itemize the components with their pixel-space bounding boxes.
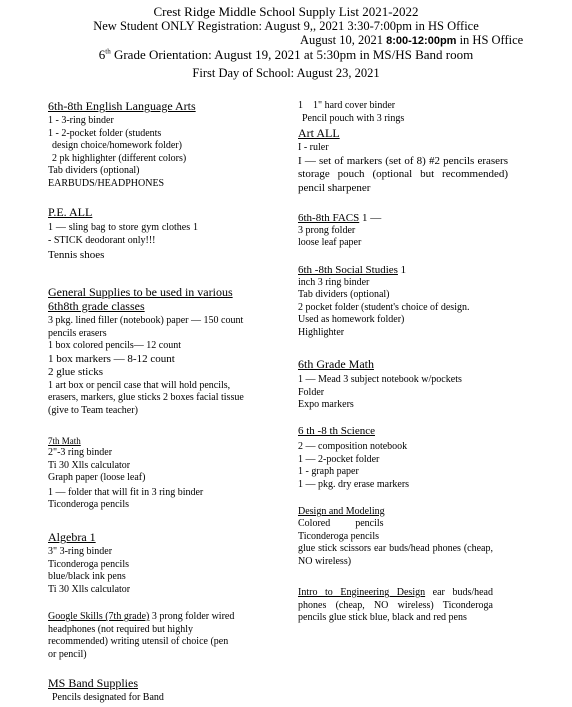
registration-time-2: 8:00-12:00pm [386, 35, 457, 47]
section-social [298, 264, 508, 339]
math6-item: 1 — Mead 3 subject notebook w/pockets [298, 374, 462, 385]
first-day-line: First Day of School: August 23, 2021 [192, 66, 380, 80]
section-google [48, 611, 238, 661]
ela-item: 1 - 2-pocket folder (students [48, 127, 162, 139]
algebra-heading: Algebra 1 [48, 530, 96, 544]
math7-item: Ticonderoga pencils [48, 499, 130, 510]
math6-item: Expo markers [298, 399, 354, 410]
art-item: I — set of markers (set of 8) #2 pencils erasers storage pouch (optional but recommended) pencil sharpener [298, 154, 508, 194]
ela-item: 2 pk highlighter (different colors) [52, 152, 187, 164]
engineering-heading: Intro to Engineering Design [298, 587, 426, 598]
binder-item: Pencil pouch with 3 rings [302, 112, 405, 124]
section-algebra [48, 530, 248, 596]
general-heading-2: 6th8th grade classes [48, 299, 145, 313]
section-design [298, 506, 493, 568]
band-item: Pencils designated for Band [52, 692, 164, 703]
social-item: inch 3 ring binder [298, 276, 370, 288]
section-binder [298, 100, 508, 125]
algebra-item: 3" 3-ring binder [48, 546, 113, 557]
orientation-text: Grade Orientation: August 19, 2021 at 5:30pm in MS/HS Band room [113, 47, 474, 62]
facs-item: 3 prong folder [298, 224, 356, 236]
science-item: 2 — composition notebook [298, 441, 408, 452]
general-item: 3 pkg. lined filler (notebook) paper — 150 count pencils erasers [48, 315, 244, 339]
facs-item: loose leaf paper [298, 237, 362, 248]
orientation-sup: th [105, 47, 111, 56]
section-general [48, 285, 248, 417]
general-heading: General Supplies to be used in various [48, 285, 233, 299]
section-facs [298, 212, 388, 250]
registration-date-2: August 10, 2021 [300, 33, 383, 47]
pe-heading: P.E. ALL [48, 205, 93, 219]
general-item: 1 box markers — 8-12 count [48, 352, 175, 365]
math7-item: Graph paper (loose leaf) [48, 472, 146, 483]
ela-heading: 6th-8th English Language Arts [48, 99, 196, 113]
algebra-item: Ti 30 Xlls calculator [48, 583, 131, 595]
algebra-item: blue/black ink pens [48, 571, 126, 582]
science-item: 1 — pkg. dry erase markers [298, 478, 410, 490]
science-heading: 6 th -8 th Science [298, 425, 375, 437]
band-heading: MS Band Supplies [48, 676, 139, 690]
general-item: 1 box colored pencils— 12 count [48, 340, 182, 351]
design-item: Ticonderoga pencils [298, 530, 380, 542]
math6-item: Folder [298, 386, 325, 398]
pe-item: Tennis shoes [48, 249, 105, 261]
social-item: 2 pocket folder (student's choice of design. [298, 301, 470, 313]
ela-item: 1 - 3-ring binder [48, 115, 114, 126]
google-text: 3 prong folder wired headphones (not required but highly recommended) writing utensil of choice (pen or pencil) [48, 611, 235, 660]
registration-place-2: in HS Office [459, 33, 524, 47]
ela-item: EARBUDS/HEADPHONES [48, 177, 165, 189]
social-heading: 6th -8th Social Studies [298, 264, 398, 276]
engineering-text: ear buds/head phones (cheap, NO wireless) Ticonderoga pencils glue stick blue, black and red pens [298, 587, 493, 623]
design-item: glue stick scissors ear buds/head phones (cheap, NO wireless) [298, 543, 493, 567]
section-ela [48, 99, 243, 190]
section-pe [48, 205, 198, 263]
math7-item: 1 — folder that will fit in 3 ring binder [48, 486, 204, 498]
social-item: Highlighter [298, 326, 345, 338]
social-item: Used as homework folder) [298, 314, 405, 325]
science-item: 1 — 2-pocket folder [298, 453, 380, 465]
ela-item: design choice/homework folder) [52, 140, 182, 151]
facs-heading: 6th-8th FACS [298, 212, 360, 224]
page-title: Crest Ridge Middle School Supply List 2021-2022 [153, 4, 419, 19]
math7-item: 2"-3 ring binder [48, 447, 113, 458]
binder-item: 1 1" hard cover binder [298, 100, 396, 111]
section-science [298, 424, 508, 491]
general-item: 2 glue sticks [48, 366, 103, 378]
design-item: Colored pencils [298, 518, 384, 529]
science-item: 1 - graph paper [298, 466, 359, 477]
social-item: Tab dividers (optional) [298, 289, 390, 300]
math7-heading: 7th Math [48, 436, 81, 446]
pe-item: 1 — sling bag to store gym clothes 1 - STICK deodorant only!!! [48, 222, 198, 246]
math6-heading: 6th Grade Math [298, 357, 374, 371]
ela-item: Tab dividers (optional) [48, 165, 140, 176]
registration-line-2 [300, 33, 560, 48]
art-item: I - ruler [298, 142, 329, 153]
design-heading: Design and Modeling [298, 506, 385, 517]
orientation-grade: 6 [98, 47, 106, 62]
registration-line-1: New Student ONLY Registration: August 9,, 2021 3:30-7:00pm in HS Office [93, 19, 479, 33]
algebra-item: Ticonderoga pencils [48, 558, 130, 570]
section-math6 [298, 357, 508, 412]
facs-heading-tail: 1 — [359, 212, 382, 224]
section-art [298, 126, 508, 195]
section-math7 [48, 435, 248, 512]
orientation-line [0, 47, 572, 63]
math7-item: Ti 30 Xlls calculator [48, 459, 131, 471]
section-engineering [298, 587, 493, 625]
general-item: 1 art box or pencil case that will hold pencils, erasers, markers, glue sticks 2 boxes facial tissue (give to Team teacher) [48, 379, 244, 416]
art-heading: Art ALL [298, 126, 340, 140]
section-band [48, 676, 248, 705]
social-heading-tail: 1 [397, 264, 407, 276]
google-heading: Google Skills (7th grade) [48, 611, 150, 622]
